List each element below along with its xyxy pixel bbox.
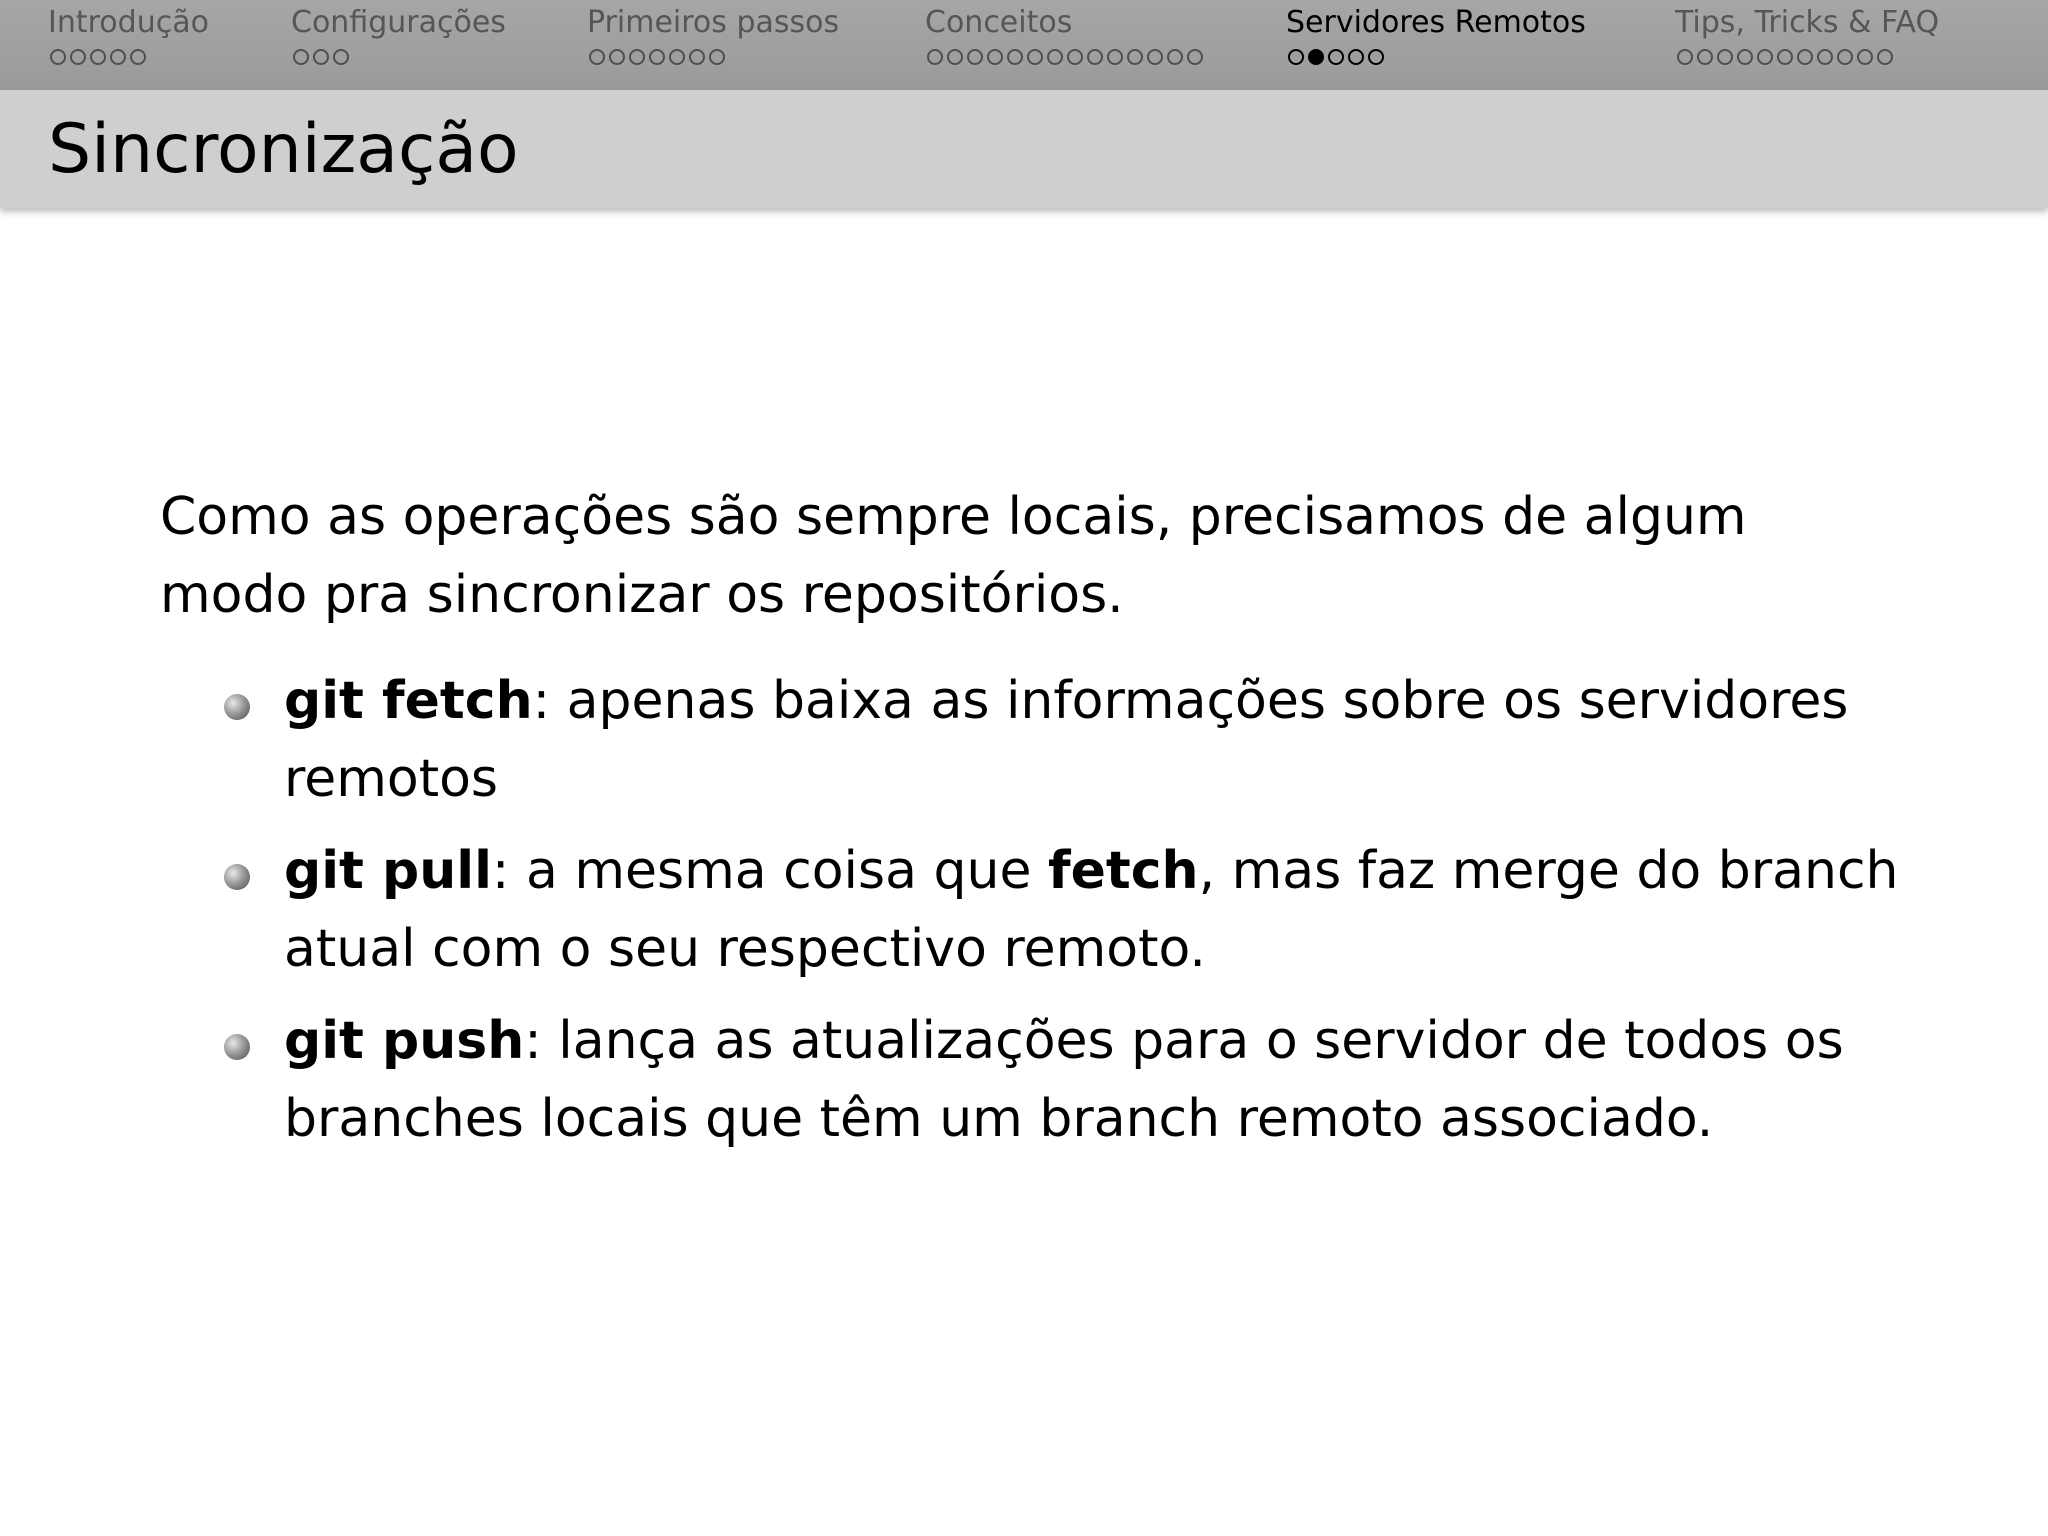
subsection-dot[interactable] xyxy=(1677,49,1693,65)
nav-section-label[interactable]: Configurações xyxy=(291,5,506,40)
subsection-dot[interactable] xyxy=(927,49,943,65)
list-item xyxy=(160,662,1900,818)
subsection-dot[interactable] xyxy=(1737,49,1753,65)
command-description: : lança as atualizações para o servidor de todos os branches locais que têm um branch remoto associado. xyxy=(284,1011,1844,1149)
subsection-dot[interactable] xyxy=(1877,49,1893,65)
bullet-ball-icon xyxy=(224,864,250,890)
nav-subsection-dots xyxy=(293,49,349,71)
subsection-dot[interactable] xyxy=(1027,49,1043,65)
subsection-dot[interactable] xyxy=(987,49,1003,65)
nav-subsection-dots xyxy=(1677,49,1893,71)
subsection-dot[interactable] xyxy=(609,49,625,65)
slide-title: Sincronização xyxy=(48,110,519,189)
subsection-dot[interactable] xyxy=(1187,49,1203,65)
subsection-dot[interactable] xyxy=(1067,49,1083,65)
command-description: : apenas baixa as informações sobre os servidores remotos xyxy=(284,671,1849,809)
subsection-dot[interactable] xyxy=(1717,49,1733,65)
subsection-dot[interactable] xyxy=(1087,49,1103,65)
subsection-dot[interactable] xyxy=(333,49,349,65)
subsection-dot[interactable] xyxy=(1817,49,1833,65)
nav-section-label[interactable]: Introdução xyxy=(48,5,209,40)
subsection-dot[interactable] xyxy=(50,49,66,65)
bullet-ball-icon xyxy=(224,694,250,720)
list-item xyxy=(160,832,1900,988)
subsection-dot[interactable] xyxy=(649,49,665,65)
subsection-dot[interactable] xyxy=(1697,49,1713,65)
subsection-dot[interactable] xyxy=(629,49,645,65)
subsection-dot[interactable] xyxy=(1147,49,1163,65)
subsection-dot[interactable] xyxy=(947,49,963,65)
subsection-dot[interactable] xyxy=(1797,49,1813,65)
bullet-ball-icon xyxy=(224,1034,250,1060)
command-name: git push xyxy=(284,1011,525,1071)
command-name: git fetch xyxy=(284,671,533,731)
subsection-dot[interactable] xyxy=(1857,49,1873,65)
frame-title-bar xyxy=(0,90,2048,208)
subsection-dot[interactable] xyxy=(1107,49,1123,65)
list-item xyxy=(160,1002,1900,1158)
subsection-dot[interactable] xyxy=(669,49,685,65)
command-description-continued: , mas faz merge do branch atual com o seu respectivo remoto. xyxy=(284,841,1899,979)
subsection-dot[interactable] xyxy=(1288,49,1304,65)
nav-section-label[interactable]: Primeiros passos xyxy=(587,5,840,40)
subsection-dot[interactable] xyxy=(709,49,725,65)
subsection-dot[interactable] xyxy=(1328,49,1344,65)
subsection-dot[interactable] xyxy=(1348,49,1364,65)
command-description: : a mesma coisa que xyxy=(491,841,1048,901)
subsection-dot[interactable] xyxy=(1777,49,1793,65)
nav-subsection-dots xyxy=(1288,49,1384,71)
nav-section-label[interactable]: Tips, Tricks & FAQ xyxy=(1675,5,1940,40)
subsection-dot[interactable] xyxy=(1167,49,1183,65)
emphasis-term: fetch xyxy=(1047,841,1199,901)
intro-paragraph: Como as operações são sempre locais, precisamos de algum modo pra sincronizar os repositórios. xyxy=(160,487,1747,625)
subsection-dot[interactable] xyxy=(1007,49,1023,65)
subsection-dot[interactable] xyxy=(130,49,146,65)
subsection-dot[interactable] xyxy=(313,49,329,65)
subsection-dot[interactable] xyxy=(110,49,126,65)
nav-subsection-dots xyxy=(50,49,146,71)
subsection-dot[interactable] xyxy=(293,49,309,65)
bullet-list xyxy=(160,662,1900,1172)
subsection-dot[interactable] xyxy=(689,49,705,65)
subsection-dot[interactable] xyxy=(90,49,106,65)
command-name: git pull xyxy=(284,841,492,901)
nav-section-label[interactable]: Servidores Remotos xyxy=(1286,5,1586,40)
subsection-dot[interactable] xyxy=(967,49,983,65)
nav-section-label[interactable]: Conceitos xyxy=(925,5,1073,40)
subsection-dot[interactable] xyxy=(70,49,86,65)
nav-subsection-dots xyxy=(589,49,725,71)
subsection-dot[interactable] xyxy=(1757,49,1773,65)
nav-subsection-dots xyxy=(927,49,1203,71)
current-subsection-dot[interactable] xyxy=(1308,49,1324,65)
subsection-dot[interactable] xyxy=(1127,49,1143,65)
subsection-dot[interactable] xyxy=(1837,49,1853,65)
subsection-dot[interactable] xyxy=(589,49,605,65)
section-navigation-bar xyxy=(0,0,2048,90)
subsection-dot[interactable] xyxy=(1368,49,1384,65)
subsection-dot[interactable] xyxy=(1047,49,1063,65)
